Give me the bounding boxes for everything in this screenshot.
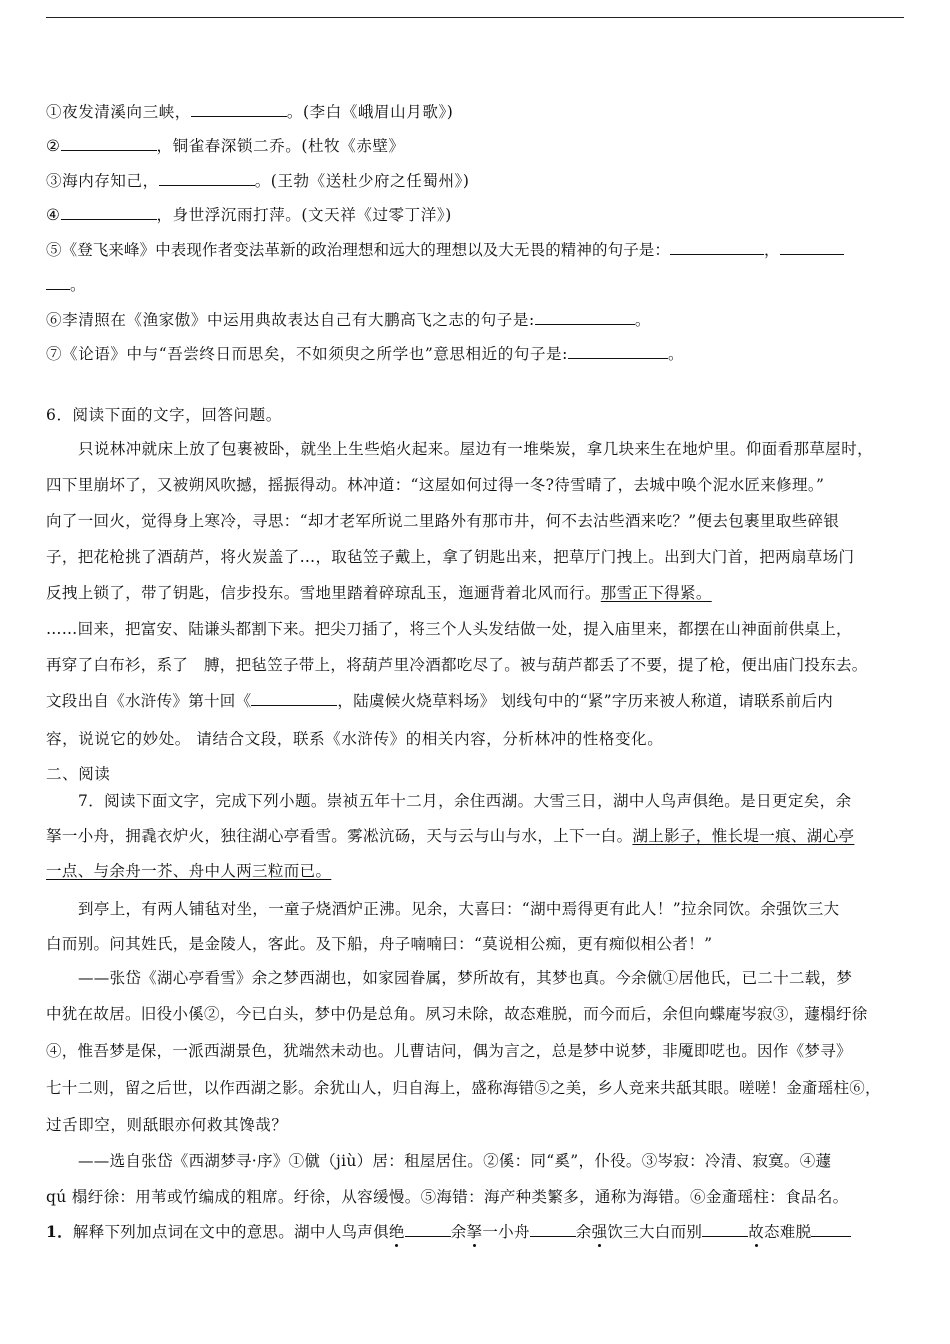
q7-para-line: 拏一小舟，拥毳衣炉火，独往湖心亭看雪。雾凇沆砀，天与云与山与水，上下一白。湖上影子，惟长堤一痕、湖心亭	[46, 827, 855, 845]
answer-blank[interactable]	[568, 344, 668, 359]
q7-para-line: 中犹在故居。旧役小傒②，今已白头，梦中仍是总角。夙习未除，故态难脱，而今而后，余但向蝶庵岑寂③，蘧榻纡徐	[46, 1005, 868, 1023]
q5-line-5: ⑤《登飞来峰》中表现作者变法革新的政治理想和远大的理想以及大无畏的精神的句子是： ，	[46, 240, 844, 260]
q6-para-line: 只说林冲就床上放了包裹被卧，就坐上生些焰火起来。屋边有一堆柴炭，拿几块来生在地炉里。仰面看那草屋时，	[78, 440, 874, 458]
q7-para-line: 到亭上，有两人铺毡对坐，一童子烧酒炉正沸。见余，大喜曰：“湖中焉得更有此人！”拉余同饮。余强饮三大	[78, 900, 840, 918]
q5-line-5-cont: 。	[46, 275, 86, 295]
q7-subquestion-1: 1．解释下列加点词在文中的意思。湖中人鸟声俱绝 余拏一小舟 余强饮三大白而别 故态难脱	[46, 1222, 851, 1242]
q5-line-6: ⑥李清照在《渔家傲》中运用典故表达自己有大鹏高飞之志的句子是: 。	[46, 311, 651, 329]
answer-blank[interactable]	[61, 205, 157, 220]
answer-blank[interactable]	[530, 1222, 576, 1237]
q7-para-line: ——张岱《湖心亭看雪》余之梦西湖也，如家园眷属，梦所故有，其梦也真。今余僦①居他氏，已二十二载，梦	[78, 969, 853, 987]
answer-blank[interactable]	[811, 1222, 851, 1237]
answer-blank[interactable]	[535, 310, 635, 325]
q6-para-line: 向了一回火，觉得身上寒冷，寻思：“却才老军所说二里路外有那市井，何不去沽些酒来吃？”便去包裹里取些碎银	[46, 512, 840, 530]
q6-para-line: 子，把花枪挑了酒葫芦，将火炭盖了…，取毡笠子戴上，拿了钥匙出来，把草厅门拽上。出到大门首，把两扇草场门	[46, 548, 855, 566]
answer-blank[interactable]	[159, 171, 255, 186]
dotted-word: 绝	[388, 1223, 405, 1241]
q6-para-line: ……回来，把富安、陆谦头都割下来。把尖刀插了，将三个人头发结做一处，提入庙里来，都摆在山神面前供桌上，	[46, 620, 852, 638]
answer-blank[interactable]	[251, 691, 337, 706]
answer-blank[interactable]	[405, 1222, 451, 1237]
answer-blank[interactable]	[61, 136, 157, 151]
q7-footnote-line: ——选自张岱《西湖梦寻·序》①僦（jiù）居：租屋居住。②傒：同“奚”，仆役。③岑寂：冷清、寂寞。④蘧	[78, 1152, 832, 1170]
q6-para-line: 四下里崩坏了，又被朔风吹撼，摇振得动。林冲道：“这屋如何过得一冬?待雪晴了，去城中唤个泥水匠来修理。”	[46, 476, 825, 494]
header-rule	[46, 17, 904, 18]
q7-para-line: 白而别。问其姓氏，是金陵人，客此。及下船，舟子喃喃曰：“莫说相公痴，更有痴似相公者！”	[46, 935, 713, 953]
answer-blank[interactable]	[191, 102, 287, 117]
dotted-word: 强	[591, 1223, 608, 1241]
underlined-sentence: 湖上影子，惟长堤一痕、湖心亭	[632, 827, 855, 845]
dotted-word: 拏	[466, 1223, 483, 1241]
answer-blank[interactable]	[702, 1222, 748, 1237]
q6-para-line: 再穿了白布衫，系了 膊，把毡笠子带上，将葫芦里冷酒都吃尽了。被与葫芦都丢了不要，提了枪，便出庙门投东去。	[46, 656, 868, 674]
q7-para-line: 七十二则，留之后世，以作西湖之影。余犹山人，归自海上，盛称海错⑤之美，乡人竞来共舐其眼。嗟嗟！金齑瑶柱⑥，	[46, 1079, 881, 1097]
answer-blank[interactable]	[670, 240, 764, 255]
q7-para-line: ④，惟吾梦是保，一派西湖景色，犹端然未动也。儿曹诘问，偶为言之，总是梦中说梦，非魇即呓也。因作《梦寻》	[46, 1042, 852, 1060]
underlined-sentence: 一点、与余舟一芥、舟中人两三粒而已。	[46, 862, 332, 880]
q6-para-line: 反拽上锁了，带了钥匙，信步投东。雪地里踏着碎琼乱玉，迤逦背着北风而行。那雪正下得紧。	[46, 584, 712, 602]
q6-question-line: 容，说说它的妙处。 请结合文段，联系《水浒传》的相关内容，分析林冲的性格变化。	[46, 730, 664, 748]
answer-blank[interactable]	[46, 275, 70, 290]
q7-footnote-line: qú 榻纡徐：用苇或竹编成的粗席。纡徐，从容缓慢。⑤海错：海产种类繁多，通称为海错。⑥金齑瑶柱：食品名。	[46, 1188, 849, 1206]
q6-title: 6．阅读下面的文字，回答问题。	[46, 406, 282, 424]
underlined-sentence: 那雪正下得紧。	[600, 584, 712, 602]
dotted-word: 故	[748, 1223, 764, 1241]
q5-line-7: ⑦《论语》中与“吾尝终日而思矣，不如须臾之所学也”意思相近的句子是: 。	[46, 345, 685, 363]
q5-line-3: ③海内存知己， 。(王勃《送杜少府之任蜀州》)	[46, 172, 470, 190]
q7-para-line	[46, 861, 331, 881]
q5-line-4: ④ ，身世浮沉雨打萍。(文天祥《过零丁洋》)	[46, 206, 452, 224]
q7-para-line: 过舌即空，则舐眼亦何救其馋哉？	[46, 1116, 288, 1134]
section-title: 二、阅读	[46, 765, 111, 783]
q5-line-2: ② ，铜雀春深锁二乔。(杜牧《赤壁》	[46, 137, 405, 155]
answer-blank[interactable]	[780, 240, 844, 255]
q6-question-line: 文段出自《水浒传》第十回《 ，陆虞候火烧草料场》 划线句中的“紧”字历来被人称道，请联系前后内	[46, 692, 834, 710]
q7-para-line: 7．阅读下面文字，完成下列小题。崇祯五年十二月，余住西湖。大雪三日，湖中人鸟声俱绝。是日更定矣，余	[78, 792, 852, 810]
q5-line-1: ①夜发清溪向三峡， 。(李白《峨眉山月歌》)	[46, 103, 454, 121]
